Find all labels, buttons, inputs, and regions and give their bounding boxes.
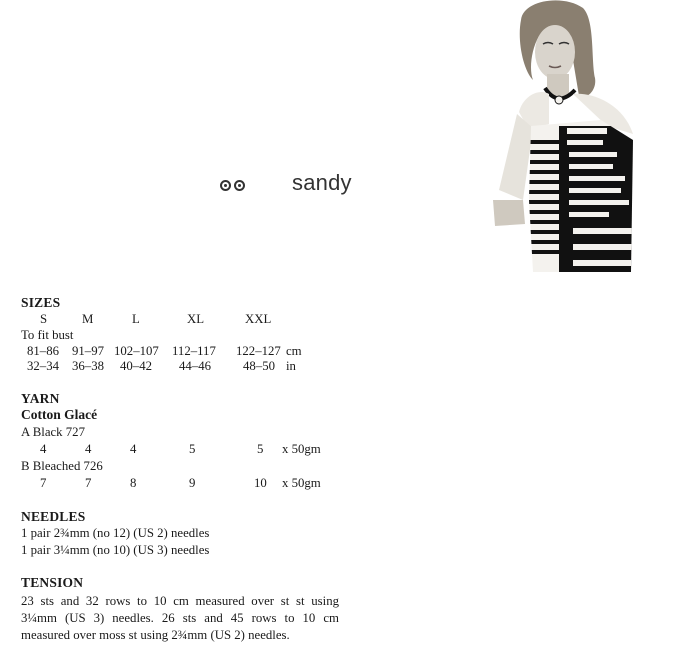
yarn-quantity: 4 bbox=[85, 442, 92, 456]
model-photo bbox=[483, 0, 658, 272]
yarn-color-label: A Black 727 bbox=[21, 425, 85, 439]
yarn-heading: YARN bbox=[21, 391, 60, 406]
in-unit: in bbox=[286, 359, 296, 373]
yarn-quantity: 8 bbox=[130, 476, 137, 490]
bust-in-value: 36–38 bbox=[72, 359, 104, 373]
yarn-quantity: 10 bbox=[254, 476, 267, 490]
needles-heading: NEEDLES bbox=[21, 509, 86, 524]
tension-text bbox=[21, 593, 339, 644]
yarn-unit: x 50gm bbox=[282, 476, 321, 490]
yarn-quantity: 4 bbox=[40, 442, 47, 456]
needle-line: 1 pair 3¼mm (no 10) (US 3) needles bbox=[21, 543, 210, 557]
yarn-quantity: 5 bbox=[189, 442, 196, 456]
bust-in-value: 32–34 bbox=[27, 359, 59, 373]
yarn-quantity: 4 bbox=[130, 442, 137, 456]
bust-cm-value: 81–86 bbox=[27, 344, 59, 358]
bust-cm-value: 91–97 bbox=[72, 344, 104, 358]
tension-line: 23 sts and 32 rows to 10 cm measured over st st using bbox=[21, 594, 339, 608]
sizes-heading: SIZES bbox=[21, 295, 61, 310]
bust-cm-value: 112–117 bbox=[172, 344, 216, 358]
bust-in-value: 40–42 bbox=[120, 359, 152, 373]
yarn-quantity: 5 bbox=[257, 442, 264, 456]
bust-cm-value: 122–127 bbox=[236, 344, 281, 358]
yarn-quantity: 9 bbox=[189, 476, 196, 490]
yarn-color-label: B Bleached 726 bbox=[21, 459, 103, 473]
difficulty-rating bbox=[220, 180, 245, 191]
size-label: XL bbox=[187, 312, 205, 326]
tension-line: measured over moss st using 2¾mm (US 2) needles. bbox=[21, 628, 290, 642]
yarn-name: Cotton Glacé bbox=[21, 407, 98, 422]
size-label: L bbox=[132, 312, 140, 326]
size-label: S bbox=[40, 312, 48, 326]
needle-line: 1 pair 2¾mm (no 12) (US 2) needles bbox=[21, 526, 210, 540]
fit-label: To fit bust bbox=[21, 328, 74, 342]
ring-icon bbox=[220, 180, 231, 191]
bust-in-value: 48–50 bbox=[243, 359, 275, 373]
bust-in-value: 44–46 bbox=[179, 359, 211, 373]
cm-unit: cm bbox=[286, 344, 302, 358]
yarn-quantity: 7 bbox=[85, 476, 92, 490]
tension-line: 3¼mm (US 3) needles. 26 sts and 45 rows to 10 cm bbox=[21, 611, 339, 625]
pattern-title: sandy bbox=[292, 170, 352, 195]
bust-cm-value: 102–107 bbox=[114, 344, 159, 358]
size-label: XXL bbox=[245, 312, 272, 326]
size-label: M bbox=[82, 312, 94, 326]
tension-heading: TENSION bbox=[21, 575, 84, 590]
yarn-unit: x 50gm bbox=[282, 442, 321, 456]
yarn-quantity: 7 bbox=[40, 476, 47, 490]
ring-icon bbox=[234, 180, 245, 191]
pattern-header bbox=[220, 168, 352, 198]
